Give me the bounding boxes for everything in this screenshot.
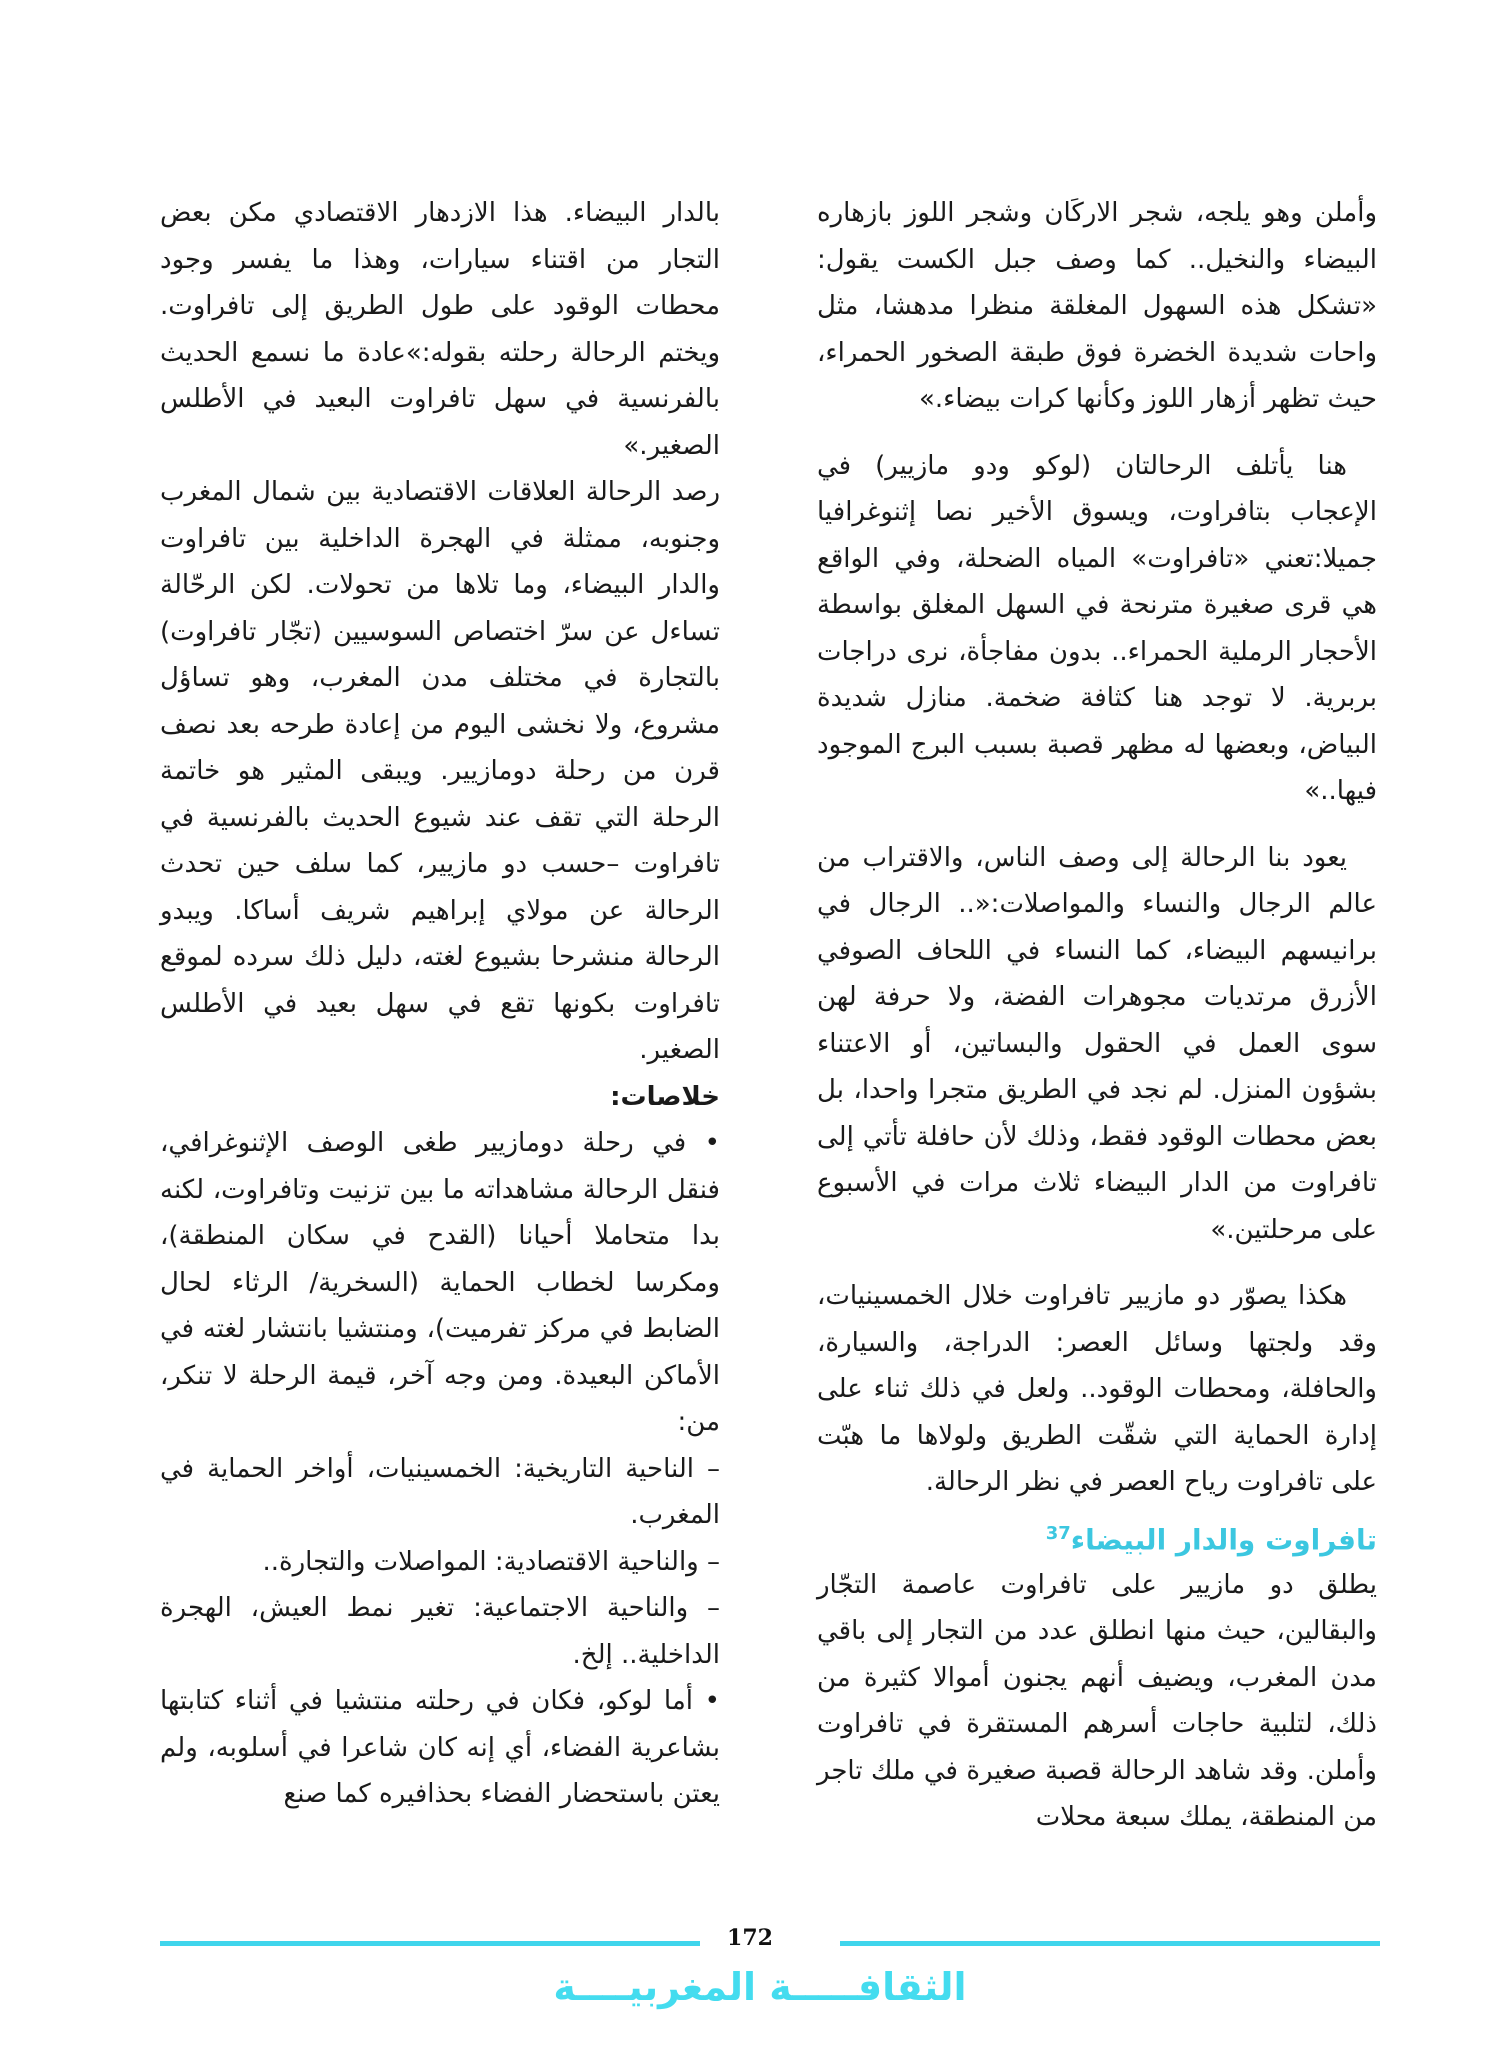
list-item: – والناحية الاجتماعية: تغير نمط العيش، الهجرة الداخلية.. إلخ. xyxy=(160,1593,720,1670)
paragraph: رصد الرحالة العلاقات الاقتصادية بين شمال المغرب وجنوبه، ممثلة في الهجرة الداخلية بين تافراوت والدار البيضاء، وما تلاها من تحولات. لكن الرحّالة تساءل عن سرّ اختصاص السوسيين (تجّار تافراوت) بالتجارة في مختلف مدن المغرب، وهو تساؤل مشروع، ولا نخشى اليوم من إعادة طرحه بعد نصف قرن من رحلة دومازيير. ويبقى المثير هو خاتمة الرحلة التي تقف عند شيوع الحديث بالفرنسية في تافراوت –حسب دو مازيير، كما سلف حين تحدث الرحالة عن مولاي إبراهيم شريف أساكا. ويبدو الرحالة منشرحا بشيوع لغته، دليل ذلك سرده لموقع تافراوت بكونها تقع في سهل بعيد في الأطلس الصغير. xyxy=(160,477,720,1065)
paragraph: يعود بنا الرحالة إلى وصف الناس، والاقتراب من عالم الرجال والنساء والمواصلات:«.. الرجال في برانيسهم البيضاء، كما النساء في اللحاف الصوفي الأزرق مرتديات مجوهرات الفضة، ولا حرفة لهن سوى العمل في الحقول والبساتين، أو الاعتناء بشؤون المنزل. لم نجد في الطريق متجرا واحدا، بل بعض محطات الوقود فقط، وذلك لأن حافلة تأتي إلى تافراوت من الدار البيضاء ثلاث مرات في الأسبوع على مرحلتين.» xyxy=(817,842,1377,1245)
list-item: – والناحية الاقتصادية: المواصلات والتجارة.. xyxy=(262,1546,720,1577)
paragraph: هنا يأتلف الرحالتان (لوكو ودو مازيير) في الإعجاب بتافراوت، ويسوق الأخير نصا إثنوغرافيا جميلا:تعني «تافراوت» المياه الضحلة، وفي الواقع هي قرى صغيرة مترنحة في السهل المغلق بواسطة الأحجار الرملية الحمراء.. بدون مفاجأة، نرى دراجات بربرية. لا توجد هنا كثافة ضخمة. منازل شديدة البياض، وبعضها له مظهر قصبة بسبب البرج الموجود فيها..» xyxy=(817,450,1377,806)
section-heading: خلاصات: xyxy=(610,1081,720,1112)
footer-rule-left xyxy=(160,1941,700,1946)
footnote-ref: 37 xyxy=(1045,1522,1071,1544)
bullet-item: • أما لوكو، فكان في رحلته منتشيا في أثناء كتابتها بشاعرية الفضاء، أي إنه كان شاعرا في أسلوبه، ولم يعتن باستحضار الفضاء بحذافيره كما صنع xyxy=(160,1686,720,1809)
bullet-item: • في رحلة دومازيير طغى الوصف الإثنوغرافي، فنقل الرحالة مشاهداته ما بين تزنيت وتافراوت، لكنه بدا متحاملا أحيانا (القدح في سكان المنطقة)، ومكرسا لخطاب الحماية (السخرية/ الرثاء لحال الضابط في مركز تفرميت)، ومنتشيا بانتشار لغته في الأماكن البعيدة. ومن وجه آخر، قيمة الرحلة لا تنكر، من: xyxy=(160,1128,720,1437)
page-number: 172 xyxy=(727,1925,773,1951)
subheading-text: تافراوت والدار البيضاء xyxy=(1070,1522,1377,1556)
magazine-logo: الثقافـــــة المغربيــــة xyxy=(553,1965,967,2009)
paragraph: وأملن وهو يلجه، شجر الاركَان وشجر اللوز بازهاره البيضاء والنخيل.. كما وصف جبل الكست يقول: «تشكل هذه السهول المغلقة منظرا مدهشا، مثل واحات شديدة الخضرة فوق طبقة الصخور الحمراء، حيث تظهر أزهار اللوز وكأنها كرات بيضاء.» xyxy=(817,198,1377,414)
right-column xyxy=(817,190,1377,1841)
paragraph: بالدار البيضاء. هذا الازدهار الاقتصادي مكن بعض التجار من اقتناء سيارات، وهذا ما يفسر وجود محطات الوقود على طول الطريق إلى تافراوت. ويختم الرحالة رحلته بقوله:»عادة ما نسمع الحديث بالفرنسية في سهل تافراوت البعيد في الأطلس الصغير.» xyxy=(160,198,720,461)
paragraph: يطلق دو مازيير على تافراوت عاصمة التجّار والبقالين، حيث منها انطلق عدد من التجار إلى باقي مدن المغرب، ويضيف أنهم يجنون أموالا كثيرة من ذلك، لتلبية حاجات أسرهم المستقرة في تافراوت وأملن. وقد شاهد الرحالة قصبة صغيرة في ملك تاجر من المنطقة، يملك سبعة محلات xyxy=(817,1569,1377,1833)
list-item: – الناحية التاريخية: الخمسينيات، أواخر الحماية في المغرب. xyxy=(160,1453,720,1530)
paragraph: هكذا يصوّر دو مازيير تافراوت خلال الخمسينيات، وقد ولجتها وسائل العصر: الدراجة، والسيارة، والحافلة، ومحطات الوقود.. ولعل في ذلك ثناء على إدارة الحماية التي شقّت الطريق ولولاها ما هبّت على تافراوت رياح العصر في نظر الرحالة. xyxy=(817,1281,1377,1497)
footer-rule-right xyxy=(840,1941,1380,1946)
section-subheading xyxy=(817,1512,1377,1562)
left-column xyxy=(160,190,720,1818)
